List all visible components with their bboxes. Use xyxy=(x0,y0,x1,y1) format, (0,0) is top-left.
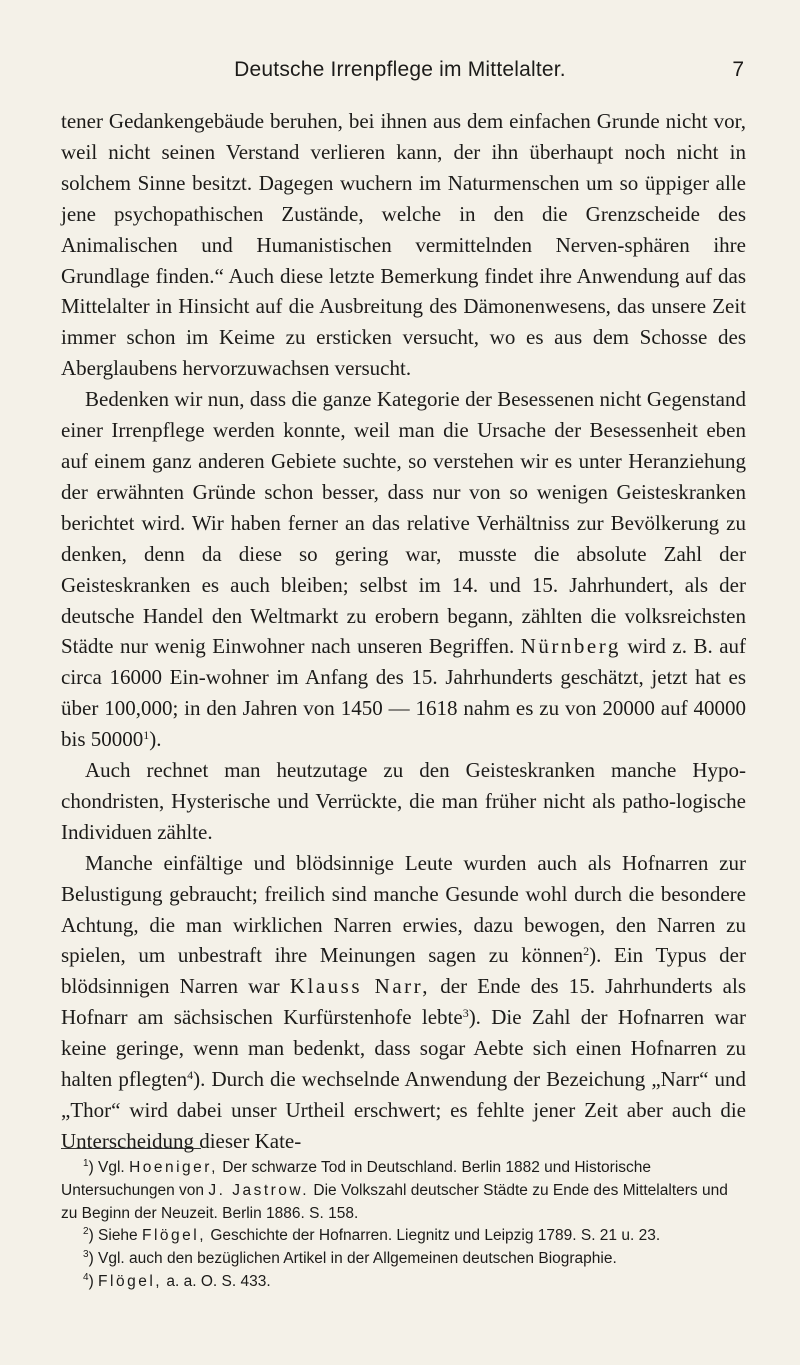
paragraph-2-rest: wird z. B. auf circa 16000 Ein-wohner im Anfang des 15. Jahrhunderts geschätzt, jetzt hat es über 100,000; in den Jahren von 1450 — 1618 nahm es zu von 20000 auf 40000 bis 50000 xyxy=(61,634,747,752)
paragraph-4-c: der Ende des 15. Jahrhunderts als Hofnarr am sächsischen Kurfürstenhofe lebte xyxy=(61,974,746,1030)
footnote-1 xyxy=(61,1157,746,1225)
footnote-author: Hoeniger, xyxy=(129,1159,218,1176)
city-name: Nürnberg xyxy=(520,634,621,659)
footnote-text: ) Vgl. auch den bezüglichen Artikel in der Allgemeinen deutschen Biographie. xyxy=(88,1250,617,1268)
footnote-pre: ) Siehe xyxy=(88,1227,138,1245)
footnote-text: Geschichte der Hofnarren. Liegnitz und Leipzig 1789. S. 21 u. 23. xyxy=(210,1227,661,1245)
paragraph-1: tener Gedankengebäude beruhen, bei ihnen aus dem einfachen Grunde nicht vor, weil nicht seinen Verstand verlieren kann, der ihn überhaupt noch nicht in solchem Sinne besitzt. Dagegen wuchern im Naturmenschen um so üppiger alle jene psychopathischen Zustände, welche in den die Grenzscheide des Animalischen und Humanistischen vermittelnden Nerven-sphären ihre Grundlage finden.“ Auch diese letzte Bemerkung findet ihre Anwendung auf das Mittelalter in Hinsicht auf die Ausbreitung des Dämonenwesens, das unsere Zeit immer schon im Keime zu ersticken versucht, wo es aus dem Schosse des Aberglaubens hervorzuwachsen versucht. xyxy=(61,109,746,381)
footnote-mark: 4 xyxy=(83,1271,89,1283)
footnote-author: Flögel, xyxy=(142,1227,207,1245)
footnote-mark: 1 xyxy=(83,1158,89,1169)
footnote-ref-1: 1 xyxy=(143,728,150,743)
footnote-pre: ) Vgl. xyxy=(88,1159,125,1176)
footnote-author: J. Jastrow. xyxy=(208,1181,310,1199)
page-header xyxy=(0,58,800,88)
paragraph-3: Auch rechnet man heutzutage zu den Geisteskranken manche Hypo-chondristen, Hysterische und Verrückte, die man früher nicht als patho-logische Individuen zählte. xyxy=(61,758,746,844)
paragraph-2 xyxy=(61,384,746,755)
footnote-3 xyxy=(61,1248,746,1271)
paragraph-2-end: ). xyxy=(149,727,162,752)
footnote-4 xyxy=(61,1271,746,1294)
footnote-text: a. a. O. S. 433. xyxy=(166,1272,271,1290)
footnote-2 xyxy=(61,1225,746,1248)
footnote-pre: ) xyxy=(88,1272,94,1290)
running-title: Deutsche Irrenpflege im Mittelalter. xyxy=(234,58,566,81)
footnote-author: Flögel, xyxy=(98,1272,163,1290)
paragraph-4-e: ). Durch die wechselnde Anwendung der Bezeichung „Narr“ und „Thor“ wird dabei unser Urtheil erschwert; es fehlte jener Zeit aber auch die Unterscheidung dieser Kate- xyxy=(61,1067,746,1153)
footnote-text: Der schwarze Tod in Deutschland. Berlin 1882 und Historische Untersuchungen von xyxy=(61,1159,652,1199)
paragraph-4 xyxy=(61,848,746,1157)
paragraph-4-d: ). Die Zahl der Hofnarren war keine geringe, wenn man bedenkt, dass sogar Aebte sich einen Hofnarren zu halten pflegten xyxy=(61,1005,746,1092)
paragraph-4-a: Manche einfältige und blödsinnige Leute wurden auch als Hofnarren zur Belustigung gebraucht; freilich sind manche Gesunde wohl durch die besondere Achtung, die man wirklichen Narren erwies, dazu bewogen, den Narren zu spielen, um unbestraft ihre Meinungen sagen zu können xyxy=(61,850,746,968)
paragraph-2-text: Bedenken wir nun, dass die ganze Kategorie der Besessenen nicht Gegenstand einer Irrenpflege werden konnte, weil man die Ursache der Besessenheit eben auf einem ganz anderen Gebiete suchte, so verstehen wir es unter Heranziehung der erwähnten Gründe schon besser, dass nur von so wenigen Geisteskranken berichtet wird. Wir haben ferner an das relative Verhältniss zur Bevölkerung zu denken, denn da diese so gering war, musste die absolute Zahl der Geisteskranken es auch bleiben; selbst im 14. und 15. Jahrhundert, als der deutsche Handel den Weltmarkt zu erobern begann, zählten die volksreichsten Städte nur wenig Einwohner nach unseren Begriffen. xyxy=(61,387,746,659)
paragraph-4-b: ). Ein Typus der blödsinnigen Narren war xyxy=(61,943,747,999)
footnote-mark: 2 xyxy=(83,1226,89,1238)
footnotes xyxy=(61,1157,746,1294)
footnote-ref-4: 4 xyxy=(187,1068,194,1083)
footnote-text: Die Volkszahl deutscher Städte zu Ende des Mittelalters und zu Beginn der Neuzeit. Berlin 1886. S. 158. xyxy=(61,1181,728,1222)
footnote-rule xyxy=(61,1148,201,1149)
jester-name: Klauss Narr, xyxy=(289,974,431,999)
footnote-ref-3: 3 xyxy=(462,1006,469,1021)
main-text xyxy=(61,106,746,1157)
footnote-mark: 3 xyxy=(83,1249,89,1261)
footnote-ref-2: 2 xyxy=(583,944,590,959)
page-number: 7 xyxy=(732,58,744,81)
